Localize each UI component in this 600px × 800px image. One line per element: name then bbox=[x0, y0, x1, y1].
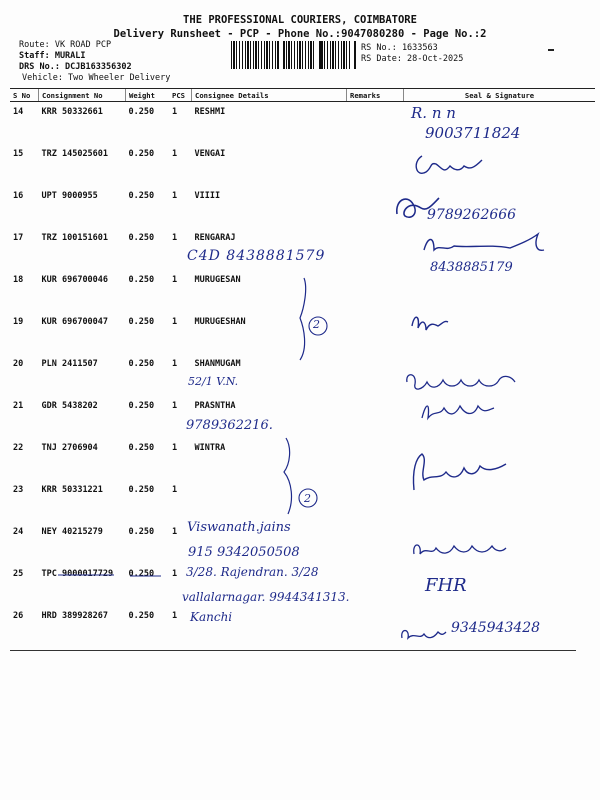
hand-r21-consignee: 9789362216. bbox=[186, 418, 273, 433]
signature-r24 bbox=[410, 536, 510, 564]
table-header-row bbox=[10, 89, 595, 102]
consignee-cell: MURUGESHAN bbox=[194, 317, 246, 327]
staff-label: Staff: MURALI bbox=[19, 51, 86, 61]
sno-cell: 17 bbox=[13, 233, 24, 243]
hand-r16-phone: 9789262666 bbox=[427, 207, 517, 223]
weight-cell: 0.250 bbox=[128, 191, 155, 201]
weight-cell: 0.250 bbox=[128, 527, 155, 537]
sno-cell: 26 bbox=[13, 611, 24, 621]
hand-r22-bracket: 2 bbox=[304, 492, 311, 505]
pcs-cell: 1 bbox=[172, 149, 178, 159]
weight-cell: 0.250 bbox=[128, 485, 155, 495]
signature-r17 bbox=[420, 230, 550, 260]
hand-r14-phone: 9003711824 bbox=[425, 124, 521, 142]
consignee-cell: MURUGESAN bbox=[194, 275, 241, 285]
consignee-cell: VIIII bbox=[194, 191, 221, 201]
consignee-cell: WINTRA bbox=[194, 443, 226, 453]
remarks-cell bbox=[347, 564, 404, 606]
hand-r26-consignee: Kanchi bbox=[190, 610, 233, 624]
hand-r24-phone: 915 9342050508 bbox=[188, 545, 300, 560]
hand-r25-consignee-1: 3/28. Rajendran. 3/28 bbox=[186, 565, 319, 579]
consignment-cell: HRD 389928267 bbox=[41, 611, 109, 621]
hand-r25-consignee-2: vallalarnagar. 9944341313. bbox=[182, 590, 350, 604]
pcs-cell: 1 bbox=[172, 569, 178, 579]
sno-cell: 25 bbox=[13, 569, 24, 579]
consignment-cell: TRZ 100151601 bbox=[41, 233, 109, 243]
hand-r18-bracket: 2 bbox=[313, 318, 320, 331]
signature-r15 bbox=[412, 150, 502, 180]
remarks-cell bbox=[347, 396, 404, 438]
sno-cell: 24 bbox=[13, 527, 24, 537]
sno-cell: 15 bbox=[13, 149, 24, 159]
pcs-cell: 1 bbox=[172, 443, 178, 453]
remarks-cell bbox=[347, 312, 404, 354]
consignment-cell: UPT 9000955 bbox=[41, 191, 98, 201]
consignment-cell: KRR 50331221 bbox=[41, 485, 103, 495]
signature-r20 bbox=[403, 368, 523, 396]
col-consignee: Consignee Details bbox=[192, 89, 347, 102]
consignee-cell: SHANMUGAM bbox=[194, 359, 241, 369]
sno-cell: 19 bbox=[13, 317, 24, 327]
runsheet-subtitle: Delivery Runsheet - PCP - Phone No.:9047080280 - Page No.:2 bbox=[113, 28, 487, 40]
drs-number: DRS No.: DCJB163356302 bbox=[19, 62, 132, 72]
sno-cell: 14 bbox=[13, 107, 24, 117]
pcs-cell: 1 bbox=[172, 611, 178, 621]
consignee-cell: VENGAI bbox=[194, 149, 226, 159]
weight-cell: 0.250 bbox=[128, 569, 155, 579]
pcs-cell: 1 bbox=[172, 191, 178, 201]
hand-r26-phone: 9345943428 bbox=[451, 620, 541, 636]
col-weight: Weight bbox=[126, 89, 170, 102]
table-row bbox=[10, 396, 595, 438]
weight-cell: 0.250 bbox=[128, 275, 155, 285]
sno-cell: 20 bbox=[13, 359, 24, 369]
hand-r24-consignee: Viswanath.jains bbox=[187, 520, 291, 535]
strike-r25-consignment bbox=[56, 572, 206, 580]
pcs-cell: 1 bbox=[172, 317, 178, 327]
sno-cell: 21 bbox=[13, 401, 24, 411]
rs-date: RS Date: 28-Oct-2025 bbox=[361, 54, 464, 64]
sno-cell: 23 bbox=[13, 485, 24, 495]
hand-r17-phone: 8438885179 bbox=[430, 260, 513, 275]
consignee-cell: RESHMI bbox=[194, 107, 226, 117]
pcs-cell: 1 bbox=[172, 527, 178, 537]
table-row bbox=[10, 144, 595, 186]
remarks-cell bbox=[347, 522, 404, 564]
col-seal: Seal & Signature bbox=[404, 89, 596, 102]
pcs-cell: 1 bbox=[172, 359, 178, 369]
hand-r25-sig: FHR bbox=[425, 575, 467, 596]
remarks-cell bbox=[347, 270, 404, 312]
consignment-cell: TPC 9000017729 bbox=[41, 569, 114, 579]
consignment-cell: KRR 50332661 bbox=[41, 107, 103, 117]
sno-cell: 16 bbox=[13, 191, 24, 201]
remarks-cell bbox=[347, 438, 404, 480]
seal-cell bbox=[404, 270, 596, 312]
remarks-cell bbox=[347, 144, 404, 186]
consignee-cell: RENGARAJ bbox=[194, 233, 236, 243]
consignment-cell: NEY 40215279 bbox=[41, 527, 103, 537]
weight-cell: 0.250 bbox=[128, 317, 155, 327]
remarks-cell bbox=[347, 480, 404, 522]
consignment-cell: TNJ 2706904 bbox=[41, 443, 98, 453]
col-pcs: PCS bbox=[169, 89, 192, 102]
signature-r19 bbox=[410, 308, 450, 336]
consignment-cell: PLN 2411507 bbox=[41, 359, 98, 369]
table-bottom-rule bbox=[10, 650, 576, 651]
remarks-cell bbox=[347, 228, 404, 270]
barcode bbox=[231, 41, 356, 69]
signature-r21 bbox=[418, 396, 498, 426]
signature-r26 bbox=[398, 624, 448, 644]
rs-number: RS No.: 1633563 bbox=[361, 43, 438, 53]
hand-r20-consignee: 52/1 V.N. bbox=[188, 375, 239, 388]
consignee-cell: PRASNTHA bbox=[194, 401, 236, 411]
hand-r17-consignee: C4D 8438881579 bbox=[187, 248, 326, 264]
pcs-cell: 1 bbox=[172, 485, 178, 495]
sno-cell: 22 bbox=[13, 443, 24, 453]
remarks-cell bbox=[347, 102, 404, 145]
remarks-cell bbox=[347, 606, 404, 648]
remarks-cell bbox=[347, 354, 404, 396]
pcs-cell: 1 bbox=[172, 107, 178, 117]
bracket-r22-23 bbox=[278, 438, 328, 518]
consignment-cell: KUR 696700046 bbox=[41, 275, 109, 285]
pcs-cell: 1 bbox=[172, 233, 178, 243]
weight-cell: 0.250 bbox=[128, 107, 155, 117]
dash-mark bbox=[548, 49, 554, 51]
consignment-cell: KUR 696700047 bbox=[41, 317, 109, 327]
route-label: Route: VK ROAD PCP bbox=[19, 40, 112, 50]
col-sno: S No bbox=[10, 89, 39, 102]
hand-r14-name: R. n n bbox=[411, 104, 456, 122]
weight-cell: 0.250 bbox=[128, 401, 155, 411]
col-remarks: Remarks bbox=[347, 89, 404, 102]
consignment-cell: GDR 5438202 bbox=[41, 401, 98, 411]
weight-cell: 0.250 bbox=[128, 233, 155, 243]
sno-cell: 18 bbox=[13, 275, 24, 285]
pcs-cell: 1 bbox=[172, 275, 178, 285]
pcs-cell: 1 bbox=[172, 401, 178, 411]
weight-cell: 0.250 bbox=[128, 359, 155, 369]
col-consignment: Consignment No bbox=[39, 89, 126, 102]
vehicle-label: Vehicle: Two Wheeler Delivery bbox=[22, 73, 171, 83]
signature-r22 bbox=[406, 450, 516, 496]
weight-cell: 0.250 bbox=[128, 611, 155, 621]
weight-cell: 0.250 bbox=[128, 149, 155, 159]
weight-cell: 0.250 bbox=[128, 443, 155, 453]
company-title: THE PROFESSIONAL COURIERS, COIMBATORE bbox=[183, 14, 417, 26]
consignment-cell: TRZ 145025601 bbox=[41, 149, 109, 159]
